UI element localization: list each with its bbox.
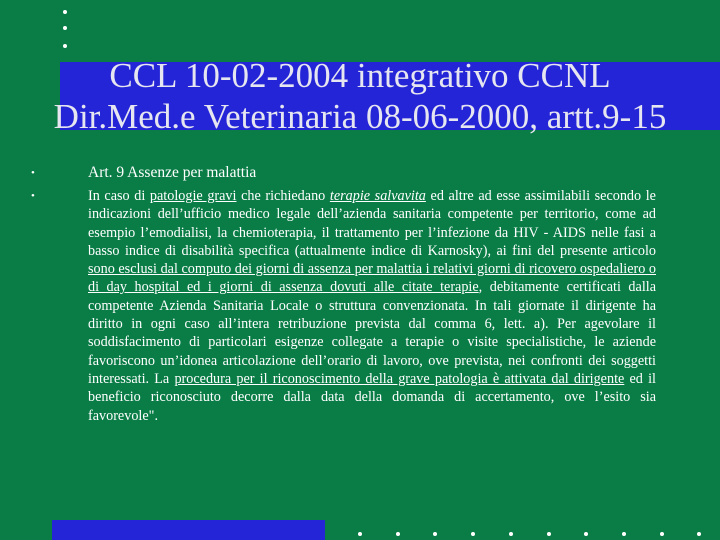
slide-title [0, 55, 720, 137]
underlined-text: procedura per il riconoscimento della grave patologia è attivata dal dirigente [174, 370, 625, 387]
decor-dot [584, 532, 588, 536]
section-heading: Art. 9 Assenze per malattia [88, 164, 257, 181]
decor-dot [660, 532, 664, 536]
decor-dot [433, 532, 437, 536]
decor-dot [63, 44, 67, 48]
bottom-band [52, 520, 325, 540]
body-text-segment: , debitamente certificati dalla competente Azienda Sanitaria Locale o struttura convenzionata. In tali giornate il dirigente ha diritto in ogni caso all’intera retribuzione prevista dal comma 6, lett. a). Per agevolare il soddisfacimento di particolari esigenze collegate a terapie o visite specialistiche, le aziende favoriscono un’idonea articolazione dell’orario di lavoro, ove prevista, nei confronti dei soggetti interessati. La [88, 279, 656, 387]
decor-dot [358, 532, 362, 536]
decor-dot [396, 532, 400, 536]
decor-dot [471, 532, 475, 536]
body-text-segment: In caso di [88, 188, 150, 204]
underlined-italic-text: terapie salvavita [329, 188, 426, 204]
underlined-text: patologie gravi [149, 188, 237, 204]
decor-dot [63, 26, 67, 30]
decor-dot [622, 532, 626, 536]
body-text-segment: ed altre ad esse assimilabili secondo le indicazioni dell’ufficio medico legale dell’azienda sanitaria competente per territorio, come ad esempio l’emodialisi, la chemioterapia, il trattamento per l’infezione da HIV - AIDS nelle fasi a basso indice di disabilità specifica (attualmente indice di Karnosky), ai fini del presente articolo [88, 188, 656, 259]
title-line-2: Dir.Med.e Veterinaria 08-06-2000, artt.9-15 [53, 97, 667, 136]
bullet-icon: • [31, 190, 35, 202]
title-line-1: CCL 10-02-2004 integrativo CCNL [109, 56, 611, 95]
decor-dot [509, 532, 513, 536]
decor-dot [547, 532, 551, 536]
underlined-text: sono esclusi dal computo dei giorni di assenza per malattia i relativi giorni di ricovero ospedaliero o di day hospital ed i giorni di assenza dovuti alle citate terapie [88, 261, 656, 296]
decor-dot [697, 532, 701, 536]
body-text-segment: che richiedano [236, 188, 330, 204]
body-text-segment: ed il beneficio riconosciuto decorre dalla data della domanda di accertamento, ove l’esito sia favorevole". [88, 370, 656, 424]
decor-dot [63, 10, 67, 14]
bullet-icon: • [31, 167, 35, 179]
body-paragraph [88, 187, 656, 425]
